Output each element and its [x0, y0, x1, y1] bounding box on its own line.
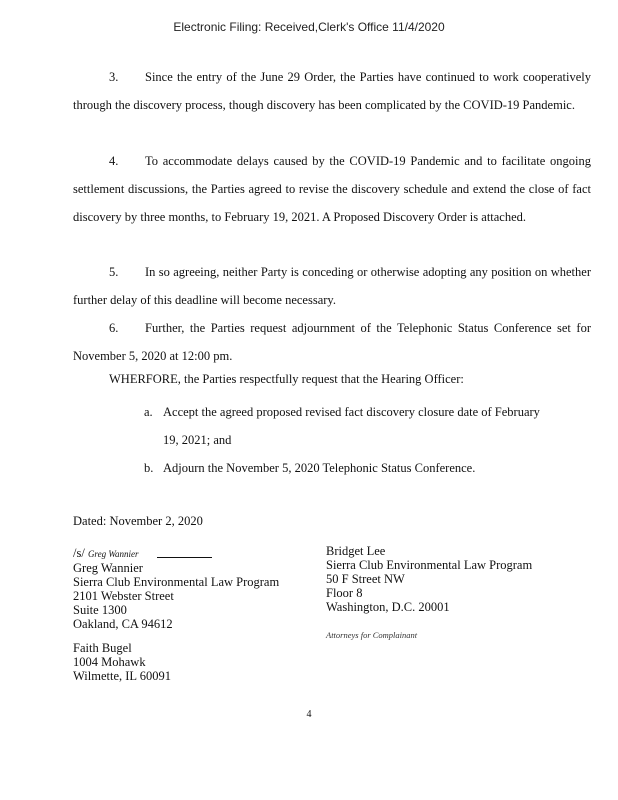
attorney-role: Attorneys for Complainant: [326, 630, 418, 640]
address-line: Washington, D.C. 20001: [326, 600, 450, 614]
attorney-name: Greg Wannier: [73, 561, 143, 575]
address-line: Floor 8: [326, 586, 363, 600]
address-line: Oakland, CA 94612: [73, 617, 173, 631]
request-text-line2: 19, 2021; and: [163, 432, 232, 447]
filing-header: Electronic Filing: Received,Clerk's Office 11/4/2020: [173, 20, 445, 34]
paragraph-6: [73, 315, 591, 371]
signature-block-left-2: [73, 641, 171, 683]
paragraph-4: [73, 148, 591, 231]
attorney-name: Bridget Lee: [326, 544, 386, 558]
attorney-name: Faith Bugel: [73, 641, 132, 655]
signature-block-right: [326, 544, 532, 614]
handwritten-signature: Greg Wannier: [87, 549, 139, 559]
wherefore-clause: WHERFORE, the Parties respectfully request that the Hearing Officer:: [109, 372, 464, 386]
paragraph-5: [73, 259, 591, 315]
request-text-line1: Accept the agreed proposed revised fact discovery closure date of February: [163, 405, 540, 419]
request-text-line1: Adjourn the November 5, 2020 Telephonic Status Conference.: [163, 461, 476, 475]
signature-line: [73, 546, 279, 561]
address-line: Suite 1300: [73, 603, 127, 617]
paragraph-text: Since the entry of the June 29 Order, the Parties have continued to work cooperatively through the discovery process, though discovery has been complicated by the COVID-19 Pandemic.: [73, 70, 591, 112]
paragraph-text: To accommodate delays caused by the COVID-19 Pandemic and to facilitate ongoing settlement discussions, the Parties agreed to revise the discovery schedule and extend the close of fact discovery by three months, to February 19, 2021. A Proposed Discovery Order is attached.: [73, 154, 591, 224]
paragraph-text: Further, the Parties request adjournment of the Telephonic Status Conference set for November 5, 2020 at 12:00 pm.: [73, 321, 591, 363]
signature-underline: [157, 557, 212, 558]
address-line: 50 F Street NW: [326, 572, 405, 586]
request-letter: b.: [144, 461, 154, 475]
address-line: Wilmette, IL 60091: [73, 669, 171, 683]
paragraph-number: 4.: [109, 154, 119, 168]
paragraph-number: 6.: [109, 321, 119, 335]
paragraph-text: In so agreeing, neither Party is conceding or otherwise adopting any position on whether further delay of this deadline will become necessary.: [73, 265, 591, 307]
address-line: 1004 Mohawk: [73, 655, 146, 669]
paragraph-3: [73, 64, 591, 120]
request-letter: a.: [144, 405, 153, 419]
paragraph-number: 5.: [109, 265, 119, 279]
organization: Sierra Club Environmental Law Program: [73, 575, 280, 589]
page-number: 4: [306, 709, 312, 720]
request-item-a: [144, 399, 583, 455]
signature-prefix: /s/: [73, 546, 85, 560]
date-line: Dated: November 2, 2020: [73, 514, 203, 528]
paragraph-number: 3.: [109, 70, 119, 84]
signature-block-left: [73, 546, 279, 631]
request-item-b: [144, 455, 583, 483]
address-line: 2101 Webster Street: [73, 589, 174, 603]
organization: Sierra Club Environmental Law Program: [326, 558, 533, 572]
